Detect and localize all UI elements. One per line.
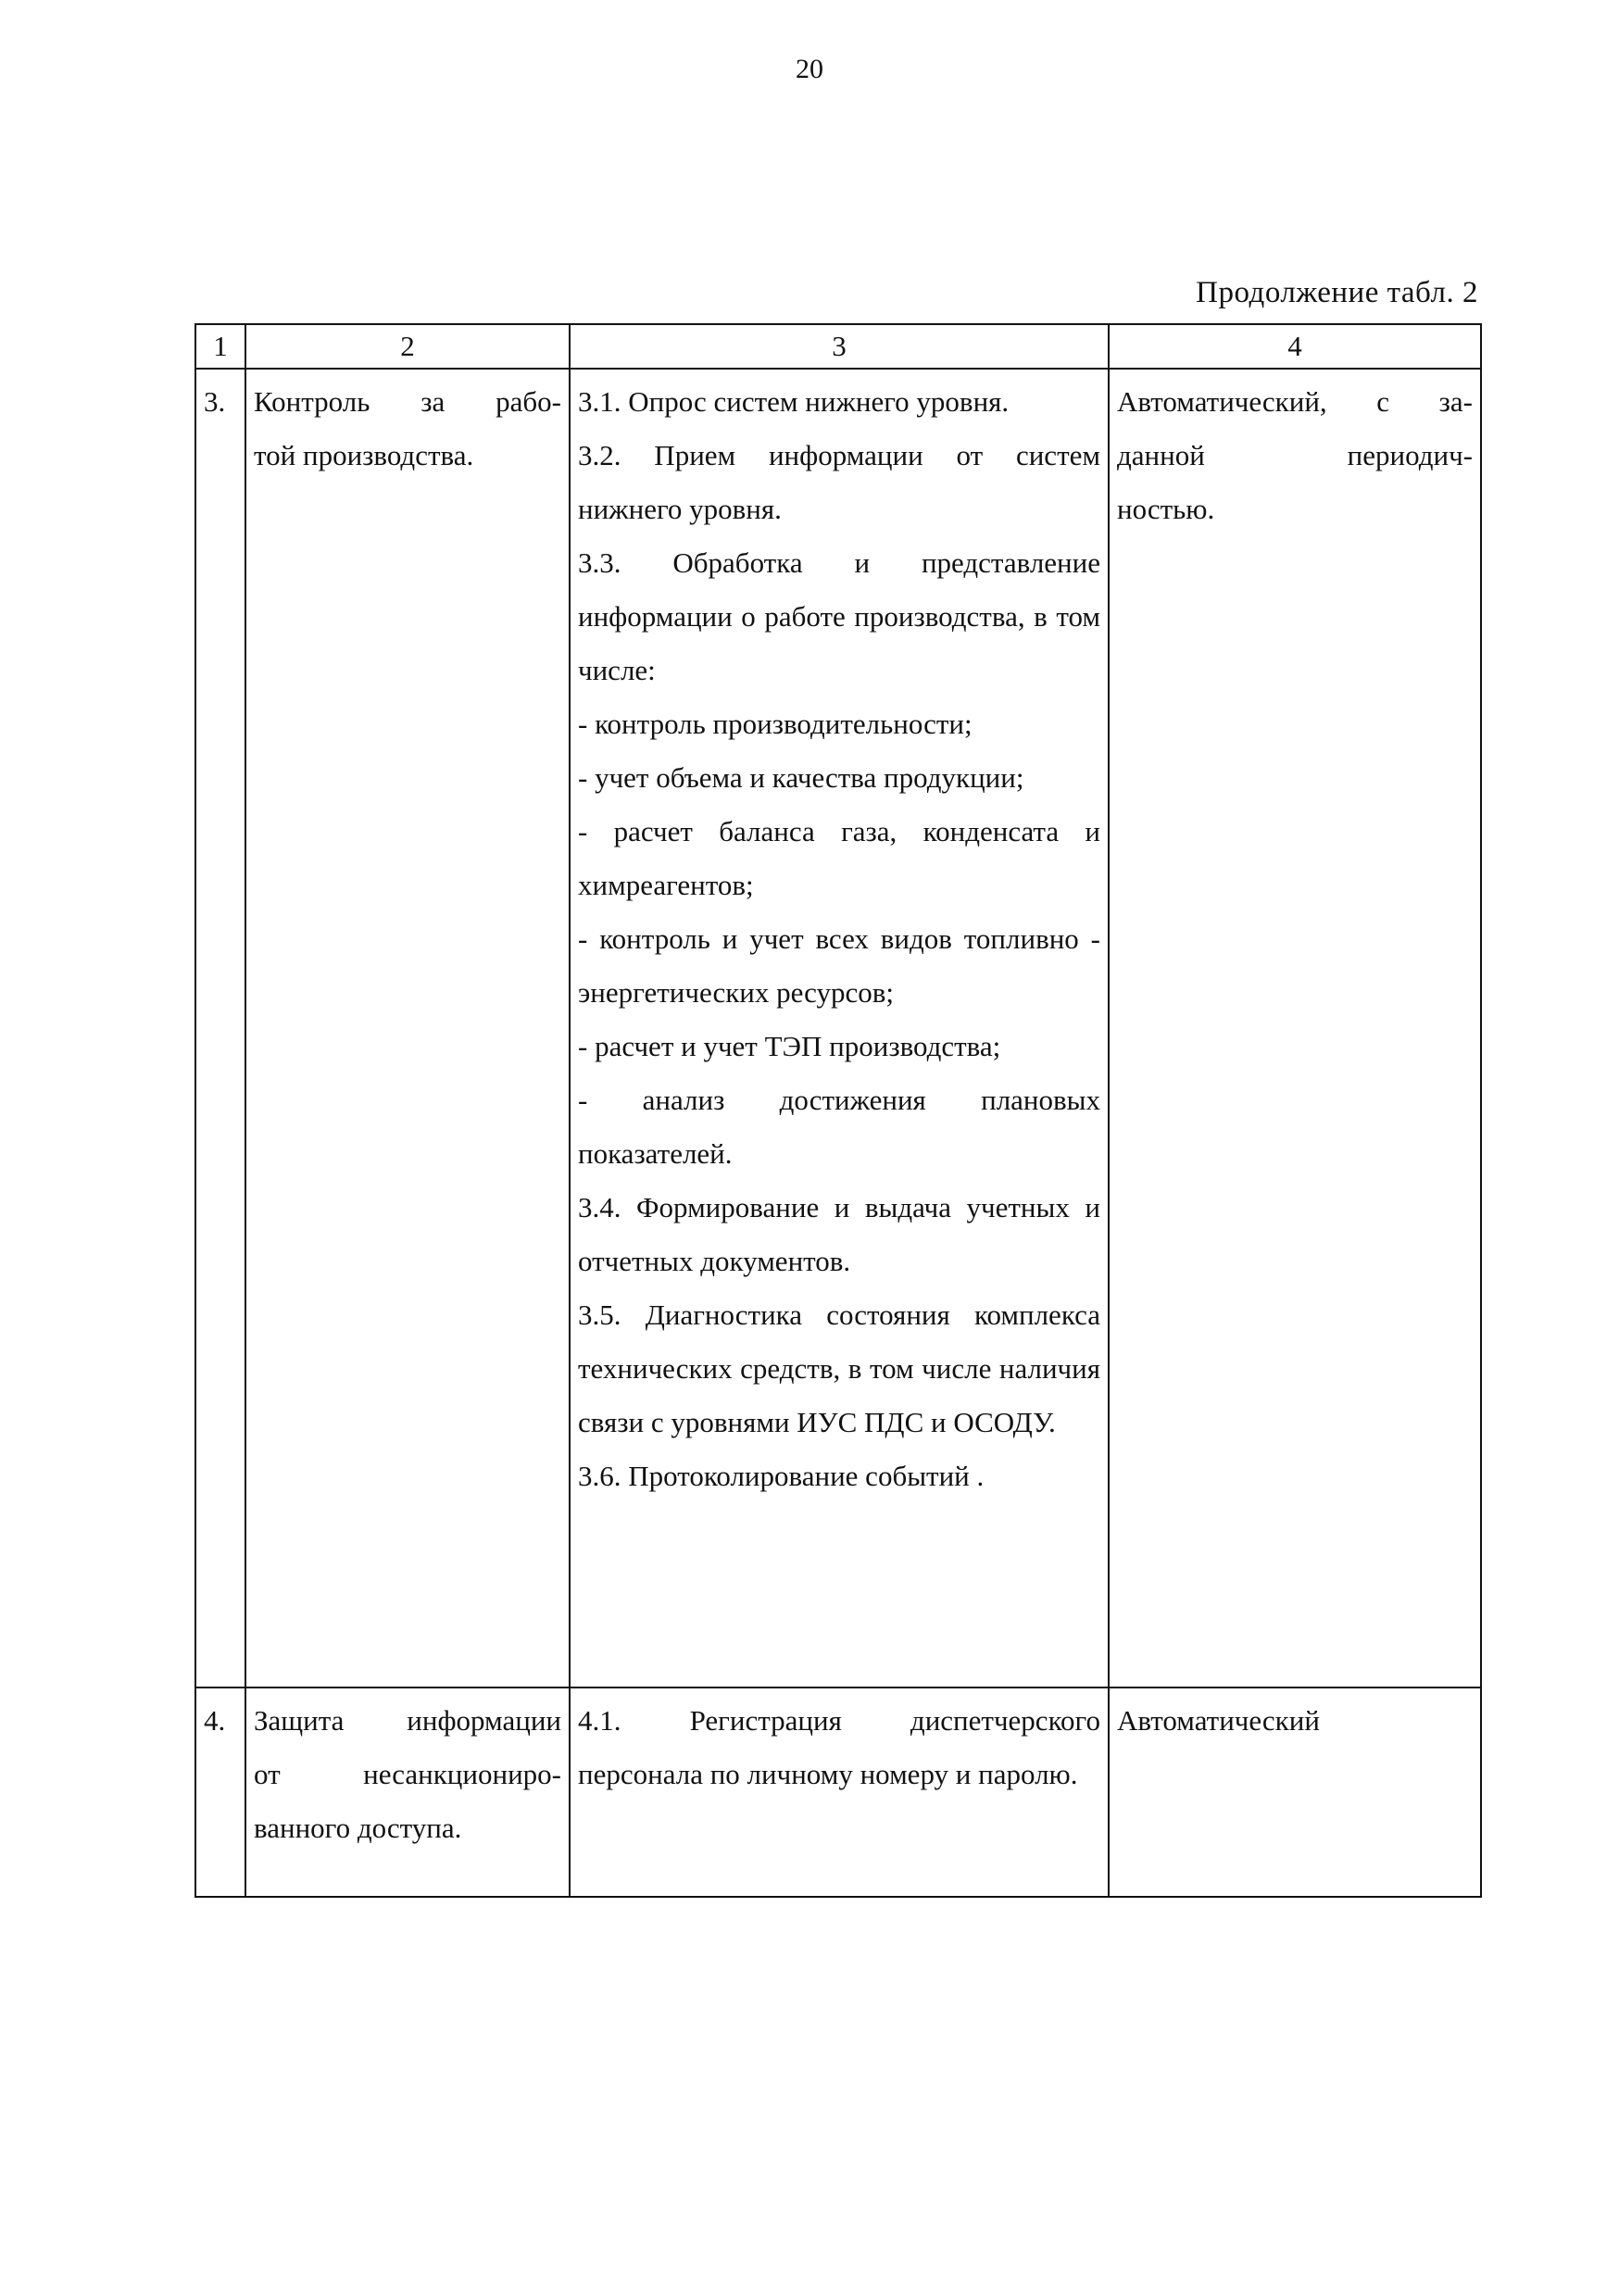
header-col-1: 1 bbox=[195, 324, 245, 369]
items-cell bbox=[570, 369, 1109, 1687]
bullet-item: - контроль и учет всех видов топливно - энергетических ресурсов; bbox=[578, 922, 1100, 1009]
functions-table bbox=[195, 323, 1482, 1898]
row-number: 3. bbox=[195, 369, 245, 1687]
table-header-row bbox=[195, 324, 1481, 369]
table-caption: Продолжение табл. 2 bbox=[1196, 276, 1478, 309]
bullet-item: - расчет баланса газа, конденсата и химреагентов; bbox=[578, 815, 1100, 901]
item-3-2: 3.2. Прием информации от систем нижнего уровня. bbox=[578, 439, 1100, 525]
function-line: ванного доступа. bbox=[254, 1812, 462, 1844]
mode-cell bbox=[1109, 369, 1481, 1687]
mode-line: ностью. bbox=[1117, 493, 1215, 525]
table-row bbox=[195, 369, 1481, 1687]
items-cell bbox=[570, 1687, 1109, 1897]
header-col-4: 4 bbox=[1109, 324, 1481, 369]
function-line: той производства. bbox=[254, 439, 474, 471]
bullet-item: - учет объема и качества продукции; bbox=[578, 761, 1024, 794]
bullet-item: - расчет и учет ТЭП производства; bbox=[578, 1030, 1001, 1062]
item-3-5: 3.5. Диагностика состояния комплекса технических средств, в том числе наличия связи с уровнями ИУС ПДС и ОСОДУ. bbox=[578, 1299, 1100, 1438]
bullet-item: - анализ достижения плановых показателей. bbox=[578, 1084, 1100, 1170]
function-line: Защита информации bbox=[254, 1704, 561, 1737]
table-row bbox=[195, 1687, 1481, 1897]
mode-line: Автоматический, с за- bbox=[1117, 385, 1473, 418]
row-number: 4. bbox=[195, 1687, 245, 1897]
function-line: от несанкциониро- bbox=[254, 1758, 561, 1790]
mode-line: Автоматический bbox=[1117, 1704, 1320, 1737]
mode-cell bbox=[1109, 1687, 1481, 1897]
page-number: 20 bbox=[796, 54, 823, 84]
function-cell bbox=[245, 1687, 570, 1897]
item-3-1: 3.1. Опрос систем нижнего уровня. bbox=[578, 385, 1010, 418]
header-col-2: 2 bbox=[245, 324, 570, 369]
mode-line: данной периодич- bbox=[1117, 439, 1473, 471]
bullet-item: - контроль производительности; bbox=[578, 708, 973, 740]
function-cell bbox=[245, 369, 570, 1687]
item-4-1: 4.1. Регистрация диспетчерского персонала по личному номеру и паролю. bbox=[578, 1704, 1100, 1790]
item-3-6: 3.6. Протоколирование событий . bbox=[578, 1460, 985, 1492]
function-line: Контроль за рабо- bbox=[254, 385, 561, 418]
item-3-4: 3.4. Формирование и выдача учетных и отчетных документов. bbox=[578, 1191, 1100, 1277]
header-col-3: 3 bbox=[570, 324, 1109, 369]
item-3-3: 3.3. Обработка и представление информации о работе производства, в том числе: bbox=[578, 546, 1100, 686]
